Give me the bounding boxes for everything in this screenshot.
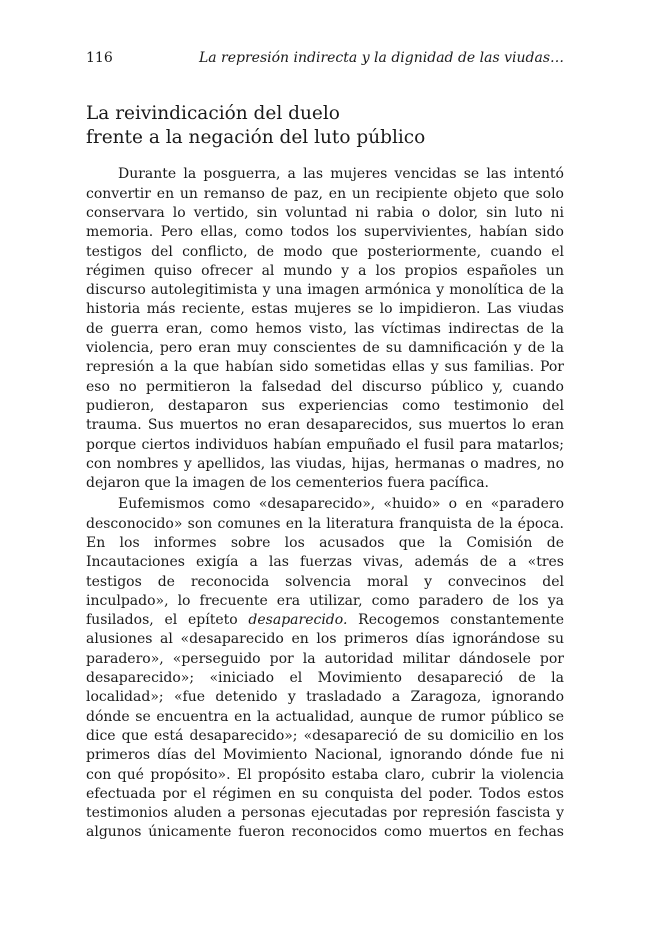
section-title (86, 102, 564, 150)
paragraph-2 (86, 495, 564, 842)
paragraph-2-text-b: Recogemos constantemente alusiones al «desaparecido en los primeros días ignorándose su paradero», «perseguido por la autoridad militar dándosele por desaparecido»; «iniciado el Movimiento desapareció de la localidad»; «fue detenido y trasladado a Zaragoza, ignorando dónde se encuentra en la actualidad, aunque de rumor público se dice que está desaparecido»; «desapareció de su domicilio en los primeros días del Movimiento Nacional, ignorando dónde fue ni con qué propósito». El propósito estaba claro, cubrir la violencia efectuada por el régimen en su conquista del poder. Todos estos testimonios aluden a personas ejecutadas por represión fascista y algunos únicamente fueron reconocidos como muertos en fechas (86, 612, 564, 841)
paragraph-1: Durante la posguerra, a las mujeres vencidas se las intentó convertir en un remanso de paz, en un recipiente objeto que solo conservara lo vertido, sin voluntad ni rabia o dolor, sin luto ni memoria. Pero ellas, como todos los supervivientes, habían sido testigos del conflicto, de modo que posteriormente, cuando el régimen quiso ofrecer al mundo y a los propios españoles un discurso autolegitimista y una imagen armónica y monolítica de la historia más reciente, estas mujeres se lo impidieron. Las viudas de guerra eran, como hemos visto, las víctimas indirectas de la violencia, pero eran muy conscientes de su damnificación y de la represión a la que habían sido sometidas ellas y sus familias. Por eso no permitieron la falsedad del discurso público y, cuando pudieron, destaparon sus experiencias como testimonio del trauma. Sus muertos no eran desaparecidos, sus muertos lo eran porque ciertos individuos habían empuñado el fusil para matarlos; con nombres y apellidos, las viudas, hijas, hermanas o madres, no dejaron que la imagen de los cementerios fuera pacífica. (86, 166, 564, 492)
paragraph-2-italic: desaparecido. (248, 612, 348, 629)
body-text (86, 165, 564, 842)
book-page (86, 48, 564, 843)
running-title: La represión indirecta y la dignidad de las viudas… (198, 50, 564, 66)
paragraph-2-text-a: Eufemismos como «desaparecido», «huido» o en «paradero desconocido» son comunes en la literatura franquista de la época. En los informes sobre los acusados que la Comisión de Incautaciones exigía a las fuerzas vivas, además de a «tres testigos de reconocida solvencia moral y convecinos del inculpado», lo frecuente era utilizar, como paradero de los ya fusilados, el epíteto (86, 496, 564, 629)
section-title-line-1: La reivindicación del duelo (86, 103, 340, 124)
page-number: 116 (86, 50, 113, 66)
running-header (86, 48, 564, 68)
section-title-line-2: frente a la negación del luto público (86, 127, 426, 148)
